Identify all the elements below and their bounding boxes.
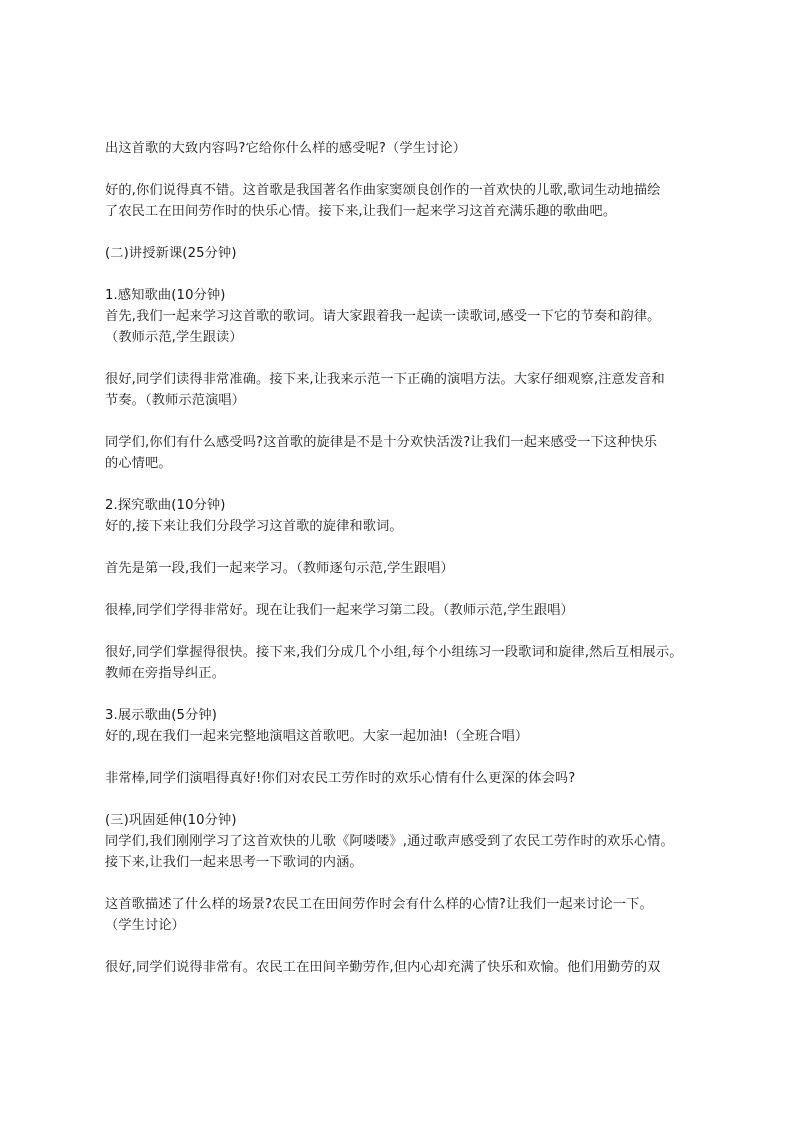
text-line: 首先是第一段,我们一起来学习。（教师逐句示范,学生跟唱）: [105, 561, 454, 576]
text-line: 很棒,同学们学得非常好。现在让我们一起来学习第二段。（教师示范,学生跟唱）: [105, 603, 574, 618]
text-line: 好的,现在我们一起来完整地演唱这首歌吧。大家一起加油!（全班合唱）: [105, 729, 529, 744]
text-line: 这首歌描述了什么样的场景?农民工在田间劳作时会有什么样的心情?让我们一起来讨论一下。: [105, 897, 653, 912]
text-line: 出这首歌的大致内容吗?它给你什么样的感受呢?（学生讨论）: [105, 141, 467, 156]
text-line: 接下来,让我们一起来思考一下歌词的内涵。: [105, 855, 363, 870]
text-line: 好的,接下来让我们分段学习这首歌的旋律和歌词。: [105, 519, 403, 534]
text-line: 首先,我们一起来学习这首歌的歌词。请大家跟着我一起读一读歌词,感受一下它的节奏和韵律。: [105, 309, 661, 324]
text-line: 很好,同学们说得非常有。农民工在田间辛勤劳作,但内心却充满了快乐和欢愉。他们用勤劳的双: [105, 960, 661, 975]
text-line: 教师在旁指导纠正。: [105, 666, 226, 681]
text-line: 节奏。（教师示范演唱）: [105, 393, 246, 408]
text-line: 同学们,你们有什么感受吗?这首歌的旋律是不是十分欢快活泼?让我们一起来感受一下这种快乐: [105, 435, 658, 450]
text-line: 同学们,我们刚刚学习了这首欢快的儿歌《阿喽喽》,通过歌声感受到了农民工劳作时的欢乐心情。: [105, 834, 674, 849]
text-line: 很好,同学们掌握得很快。接下来,我们分成几个小组,每个小组练习一段歌词和旋律,然后互相展示。: [105, 645, 683, 660]
text-line: 好的,你们说得真不错。这首歌是我国著名作曲家窦颂良创作的一首欢快的儿歌,歌词生动地描绘: [105, 183, 661, 198]
text-line: 了农民工在田间劳作时的快乐心情。接下来,让我们一起来学习这首充满乐趣的歌曲吧。: [105, 204, 617, 219]
text-line: （教师示范,学生跟读）: [105, 330, 243, 345]
text-line: 的心情吧。: [105, 456, 172, 471]
text-line: （学生讨论）: [105, 918, 186, 933]
subsection-heading: 1.感知歌曲(10分钟): [105, 288, 226, 303]
subsection-heading: 2.探究歌曲(10分钟): [105, 498, 226, 513]
text-line: 非常棒,同学们演唱得真好!你们对农民工劳作时的欢乐心情有什么更深的体会吗?: [105, 771, 576, 786]
subsection-heading: 3.展示歌曲(5分钟): [105, 708, 218, 723]
section-heading: (三)巩固延伸(10分钟): [105, 813, 237, 828]
section-heading: (二)讲授新课(25分钟): [105, 246, 237, 261]
text-line: 很好,同学们读得非常准确。接下来,让我来示范一下正确的演唱方法。大家仔细观察,注意发音和: [105, 372, 665, 387]
